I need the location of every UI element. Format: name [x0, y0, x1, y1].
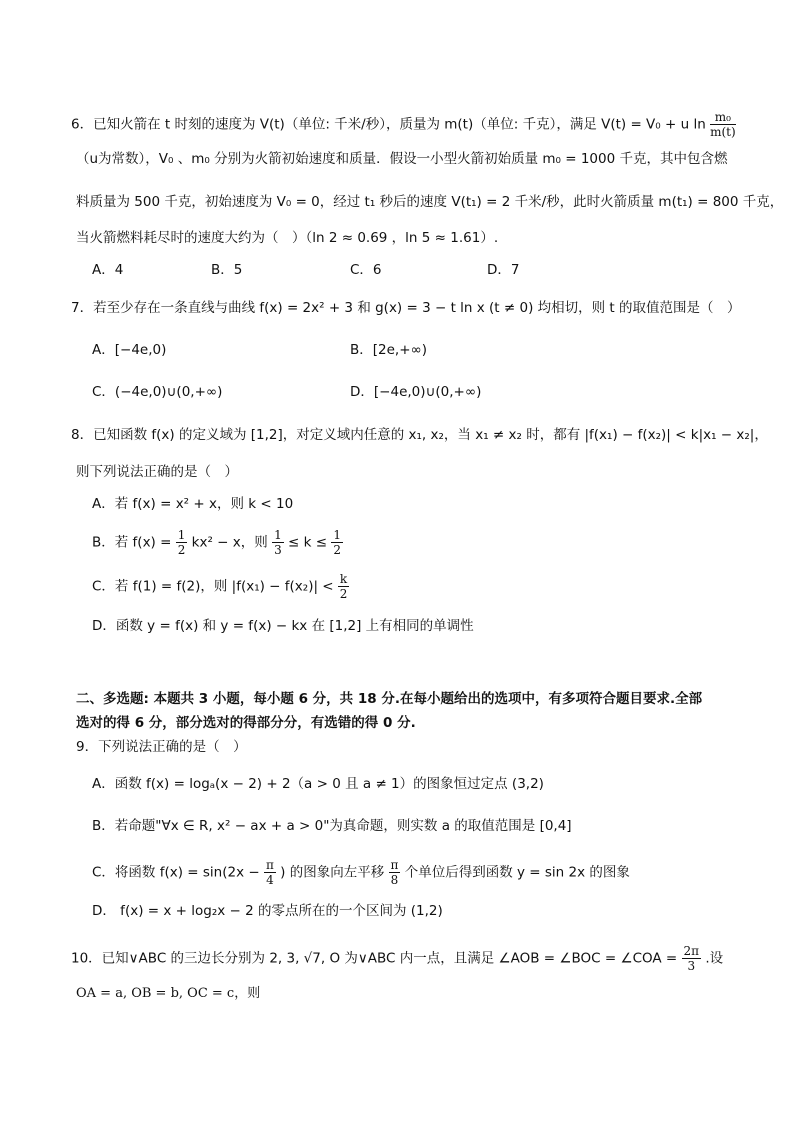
q8-option-c-pre: C．若 f(1) = f(2)，则 |f(x₁) − f(x₂)| <: [92, 578, 334, 595]
section-2-heading-line-1: 二、多选题: 本题共 3 小题，每小题 6 分，共 18 分.在每小题给出的选项中，有多项符合题目要求.全部: [76, 691, 703, 707]
q9-option-c-frac-2: [389, 858, 401, 887]
q8-stem-1: 8．已知函数 f(x) 的定义域为 [1,2]，对定义域内任意的 x₁, x₂，当 x₁ ≠ x₂ 时，都有 |f(x₁) − f(x₂)| < k|x₁ − x₂|，: [71, 427, 768, 443]
q6-option-d: D．7: [487, 262, 520, 278]
q8-option-a: A．若 f(x) = x² + x，则 k < 10: [92, 496, 294, 512]
q7-option-b: B．[2e,+∞): [350, 342, 428, 358]
q6-fraction-denominator: m(t): [710, 125, 736, 139]
q8-stem-2: 则下列说法正确的是（ ）: [76, 464, 238, 480]
q6-line-3: 料质量为 500 千克，初始速度为 V₀ = 0，经过 t₁ 秒后的速度 V(t₁) = 2 千米/秒，此时火箭质量 m(t₁) = 800 千克，: [76, 194, 784, 210]
q8-option-b-frac-2: [272, 528, 284, 557]
q10-fraction-num: 2π: [683, 944, 700, 958]
q7-option-c: C．(−4e,0)∪(0,+∞): [92, 384, 223, 400]
q8-option-b-frac-1-num: 1: [177, 528, 186, 542]
q6-line-2: （u为常数），V₀ 、m₀ 分别为火箭初始速度和质量．假设一小型火箭初始质量 m₀ = 1000 千克，其中包含燃: [76, 151, 728, 167]
q8-option-b: [92, 528, 343, 557]
q8-option-b-frac-2-den: 3: [274, 543, 282, 557]
q9-option-c-mid: ) 的图象向左平移: [280, 864, 385, 881]
q9-option-c-frac-2-num: π: [390, 858, 399, 872]
q6-fraction-numerator: m₀: [710, 110, 736, 125]
q10-line-2: OA = a, OB = b, OC = c，则: [76, 986, 261, 1001]
q9-option-c-frac-1-num: π: [265, 858, 274, 872]
q8-option-b-frac-3-den: 2: [333, 543, 341, 557]
q10-fraction-den: 3: [687, 959, 696, 973]
q6-line-4: 当火箭燃料耗尽时的速度大约为（ ）（ln 2 ≈ 0.69 ，ln 5 ≈ 1.61）.: [76, 230, 499, 246]
q9-option-a: A．函数 f(x) = logₐ(x − 2) + 2（a > 0 且 a ≠ 1）的图象恒过定点 (3,2): [92, 776, 544, 792]
q8-option-c-frac: [338, 572, 349, 601]
q9-option-c-post: 个单位后得到函数 y = sin 2x 的图象: [404, 864, 630, 881]
q9-option-c-pre: C．将函数 f(x) = sin(2x −: [92, 864, 260, 881]
q6-option-a: A．4: [92, 262, 124, 278]
q9-option-c-frac-2-den: 8: [390, 873, 399, 887]
q6-line-1: [71, 110, 736, 139]
q9-option-c-frac-1-den: 4: [266, 873, 274, 887]
q8-option-d: D．函数 y = f(x) 和 y = f(x) − kx 在 [1,2] 上有相同的单调性: [92, 618, 474, 634]
q8-option-c-frac-den: 2: [339, 587, 348, 601]
q8-option-b-frac-1-den: 2: [177, 543, 186, 557]
q9-option-c-frac-1: [264, 858, 276, 887]
q10-fraction: [682, 944, 702, 973]
q7-option-a: A．[−4e,0): [92, 342, 167, 358]
q6-fraction: [710, 110, 736, 139]
q8-option-b-frac-1: [176, 528, 188, 557]
q9-option-d: D． f(x) = x + log₂x − 2 的零点所在的一个区间为 (1,2): [92, 903, 443, 919]
q8-option-b-frac-3: [331, 528, 343, 557]
q8-option-b-mid: kx² − x，则: [191, 534, 268, 551]
q8-option-b-frac-2-num: 1: [274, 528, 282, 542]
q9-option-c: [92, 858, 630, 887]
q6-option-c: C．6: [350, 262, 382, 278]
q8-option-b-pre: B．若 f(x) =: [92, 534, 176, 551]
q7-option-d: D．[−4e,0)∪(0,+∞): [350, 384, 482, 400]
q6-option-b: B．5: [211, 262, 243, 278]
q8-option-c: [92, 572, 349, 601]
section-2-heading-line-2: 选对的得 6 分，部分选对的得部分分，有选错的得 0 分.: [76, 715, 416, 731]
q7-stem: 7．若至少存在一条直线与曲线 f(x) = 2x² + 3 和 g(x) = 3 − t ln x (t ≠ 0) 均相切，则 t 的取值范围是（ ）: [71, 300, 741, 316]
q9-option-b: B．若命题"∀x ∈ R, x² − ax + a > 0"为真命题，则实数 a 的取值范围是 [0,4]: [92, 818, 572, 834]
q6-line-1-text: 6．已知火箭在 t 时刻的速度为 V(t)（单位: 千米/秒），质量为 m(t)（单位: 千克），满足 V(t) = V₀ + u ln: [71, 116, 706, 133]
q8-option-b-frac-3-num: 1: [333, 528, 341, 542]
q8-option-c-frac-num: k: [339, 572, 348, 586]
q10-stem: [71, 944, 723, 973]
q9-stem: 9．下列说法正确的是（ ）: [76, 739, 247, 755]
q10-stem-pre: 10．已知∨ABC 的三边长分别为 2, 3, √7, O 为∨ABC 内一点，且满足 ∠AOB = ∠BOC = ∠COA =: [71, 950, 678, 967]
q8-option-b-mid-2: ≤ k ≤: [288, 534, 328, 551]
q10-stem-post: .设: [705, 950, 724, 967]
